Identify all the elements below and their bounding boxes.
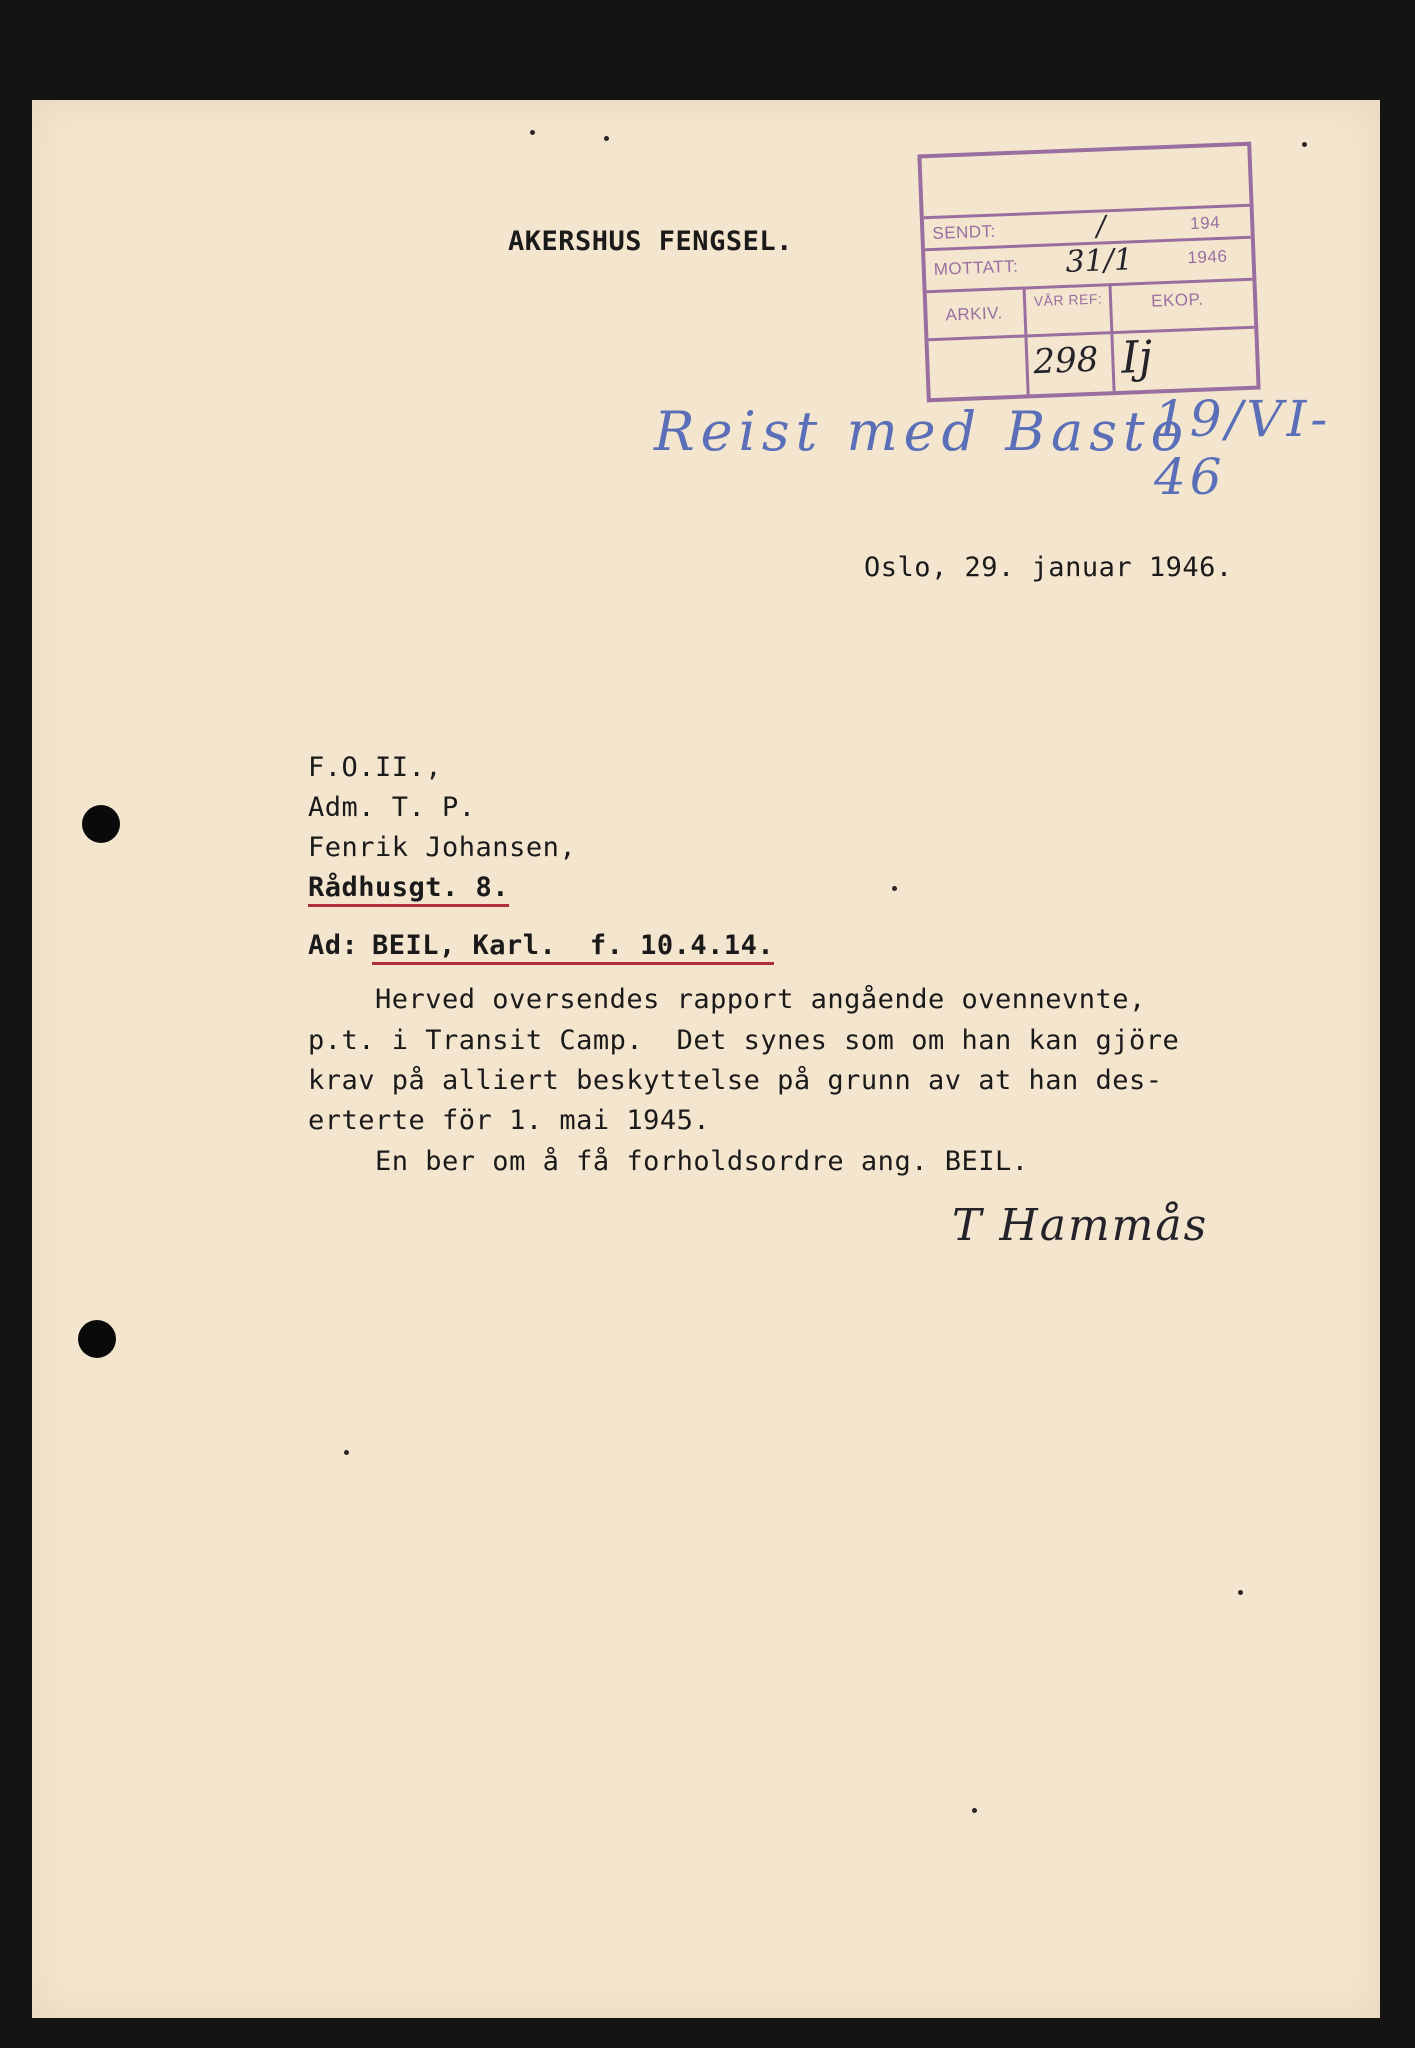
stamp-ref-initials: Ij [1120, 331, 1154, 384]
recipient-line-3: Fenrik Johansen, [308, 832, 577, 863]
stamp-arkiv-label: ARKIV. [945, 303, 1004, 325]
paper-speck [604, 136, 609, 141]
stamp-mottatt-label: MOTTATT: [933, 256, 1019, 279]
body-line-4: erterte för 1. mai 1945. [308, 1105, 711, 1136]
recipient-line-1: F.O.II., [308, 752, 443, 783]
recipient-line-4: Rådhusgt. 8. [308, 872, 509, 907]
handwritten-note: Reist med Basto [654, 400, 1190, 463]
body-line-3: krav på alliert beskyttelse på grunn av at han des- [308, 1065, 1163, 1096]
handwritten-note-date: 19/VI-46 [1154, 390, 1332, 506]
paper-speck [1302, 142, 1307, 147]
received-stamp [917, 142, 1260, 403]
body-line-5: En ber om å få forholdsordre ang. BEIL. [308, 1146, 1029, 1177]
stamp-sendt-year: 194 [1189, 212, 1221, 234]
stamp-mottatt-year: 1946 [1187, 246, 1228, 268]
paper-speck [972, 1808, 977, 1813]
stamp-mottatt-value: 31/1 [1064, 242, 1134, 280]
stamp-ekop-label: EKOP. [1150, 289, 1204, 311]
paper-speck [530, 130, 535, 135]
paper-speck [344, 1450, 349, 1455]
stamp-sendt-label: SENDT: [932, 221, 997, 243]
paper-speck [892, 886, 897, 891]
stamp-var-ref-label: VÅR REF: [1033, 290, 1103, 310]
institution-heading: AKERSHUS FENGSEL. [508, 226, 793, 257]
punch-hole-bottom [78, 1320, 116, 1358]
stamp-ref-number: 298 [1032, 339, 1100, 383]
subject-line: BEIL, Karl. f. 10.4.14. [372, 930, 774, 965]
letter-date: Oslo, 29. januar 1946. [864, 552, 1233, 583]
body-line-1: Herved oversendes rapport angående ovennevnte, [308, 984, 1146, 1015]
body-line-2: p.t. i Transit Camp. Det synes som om han kan gjöre [308, 1025, 1180, 1056]
punch-hole-top [82, 805, 120, 843]
paper-speck [1238, 1590, 1243, 1595]
subject-prefix: Ad: [308, 930, 359, 961]
signature: T Hammås [952, 1200, 1209, 1251]
recipient-line-2: Adm. T. P. [308, 792, 476, 823]
stamp-sendt-value: / [1095, 209, 1107, 243]
